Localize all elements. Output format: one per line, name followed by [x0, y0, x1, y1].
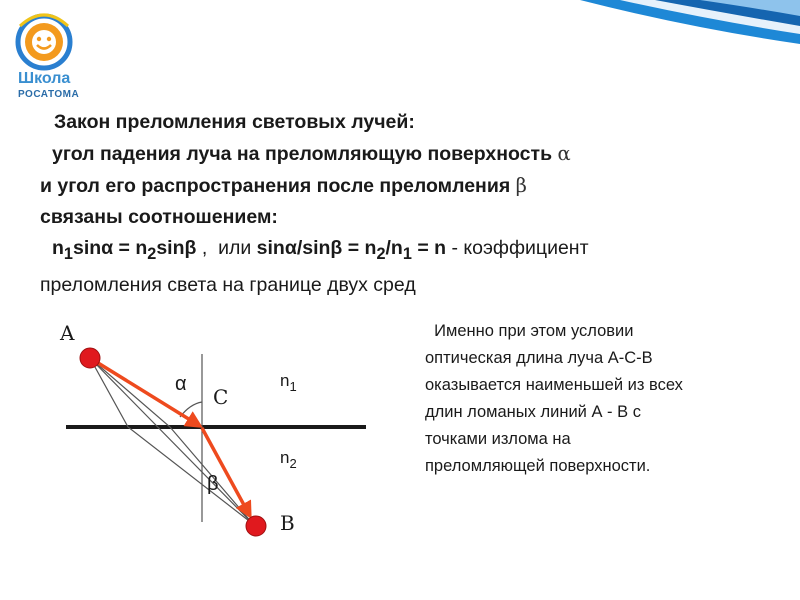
side-explanation [425, 318, 765, 480]
point-b [246, 516, 266, 536]
logo-text-school: Школа [18, 70, 71, 87]
label-c: C [213, 385, 229, 409]
law-line-relation: связаны соотношением: [40, 206, 278, 228]
side-line: оказывается наименьшей из всех [425, 376, 683, 394]
point-a [80, 348, 100, 368]
side-line: преломляющей поверхности. [425, 457, 651, 475]
logo-text-rosatom: РОСАТОМА [18, 89, 80, 100]
main-text-block [40, 107, 780, 301]
refraction-diagram [0, 300, 420, 600]
side-line: оптическая длина луча А-С-В [425, 349, 653, 367]
alpha-symbol: α [557, 142, 571, 165]
beta-symbol: β [515, 174, 527, 197]
label-alpha: α [175, 373, 187, 395]
side-line: длин ломаных линий А - В с [425, 403, 641, 421]
label-a: A [60, 321, 75, 345]
law-line-coefficient: преломления света на границе двух сред [40, 273, 416, 296]
header-decoration [470, 0, 800, 50]
formula-line: $n_1\sin\alpha = n_2\sin\beta$ , или $\sin\alpha/\sin\beta = n_2/n_1 = n$ - коэффициент [52, 237, 589, 263]
side-line: Именно при этом условии [425, 322, 634, 340]
label-beta: β [207, 473, 219, 495]
alt-path-3 [90, 358, 253, 524]
law-line-incidence: угол падения луча на преломляющую поверхность α [52, 142, 571, 165]
label-n2: $n_2$ [280, 448, 297, 471]
label-b: B [280, 511, 295, 535]
law-line-propagation: и угол его распространения после преломления β [40, 174, 527, 197]
side-line: точками излома на [425, 430, 571, 448]
label-n1: $n_1$ [280, 371, 297, 394]
law-title: Закон преломления световых лучей: [54, 111, 415, 133]
